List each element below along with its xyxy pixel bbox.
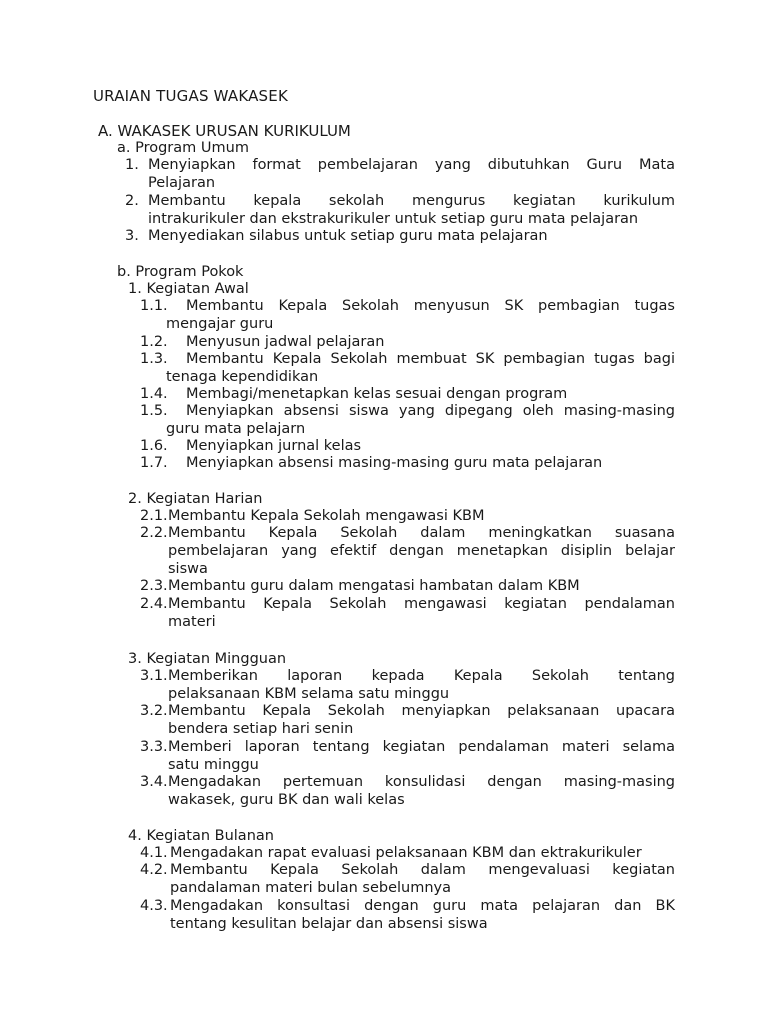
list-item-number: 4.2. <box>140 862 168 878</box>
list-item-text: Pelajaran <box>148 174 216 191</box>
list-item-text: Membantu Kepala Sekolah dalam mengevaluasi kegiatan <box>170 862 675 878</box>
list-item-text: Membantu Kepala Sekolah membuat SK pembagian tugas bagi <box>186 351 675 367</box>
list-item <box>148 193 675 228</box>
list-item <box>168 739 675 757</box>
list-item-number: 2.4. <box>140 596 168 612</box>
list-item-text: Menyiapkan absensi masing-masing guru mata pelajaran <box>186 455 603 471</box>
list-item-text: Menyediakan silabus untuk setiap guru mata pelajaran <box>148 228 548 244</box>
list-item <box>168 703 675 721</box>
program-pokok-label: b. Program Pokok <box>117 264 244 280</box>
list-item-text: Membantu Kepala Sekolah dalam meningkatkan suasana <box>168 525 675 541</box>
list-item-text: Menyiapkan jurnal kelas <box>186 438 362 454</box>
list-item-text: Membantu Kepala Sekolah menyusun SK pembagian tugas <box>186 298 675 314</box>
list-item-text: mengajar guru <box>166 316 274 332</box>
list-item-text: Membantu kepala sekolah mengurus kegiatan kurikulum <box>148 193 675 209</box>
list-item-text: Menyiapkan format pembelajaran yang dibutuhkan Guru Mata <box>148 157 675 173</box>
group-label: 4. Kegiatan Bulanan <box>128 828 274 844</box>
list-item-number: 1.4. <box>140 386 168 402</box>
list-item-text: Menyiapkan absensi siswa yang dipegang oleh masing-masing <box>186 403 675 419</box>
list-item-text: satu minggu <box>168 757 259 773</box>
list-item-text: pembelajaran yang efektif dengan menetapkan disiplin belajar <box>168 543 675 559</box>
list-item-number: 1.5. <box>140 403 168 419</box>
list-item-number: 3.1. <box>140 668 168 684</box>
list-item-number: 4.3. <box>140 898 168 914</box>
list-item-number: 3.2. <box>140 703 168 719</box>
list-item-number: 1.6. <box>140 438 168 454</box>
list-item-text: tenaga kependidikan <box>166 369 319 385</box>
list-item-text: Memberikan laporan kepada Kepala Sekolah tentang <box>168 668 675 684</box>
list-item-number: 1. <box>125 157 139 173</box>
list-item-text: Membantu Kepala Sekolah mengawasi KBM <box>168 508 485 524</box>
list-item <box>168 596 675 614</box>
list-item-text: intrakurikuler dan ekstrakurikuler untuk setiap guru mata pelajaran <box>148 210 639 227</box>
list-item <box>168 774 675 792</box>
list-item <box>186 298 675 316</box>
list-item-text: tentang kesulitan belajar dan absensi siswa <box>170 916 488 932</box>
list-item <box>168 668 675 686</box>
group-label: 3. Kegiatan Mingguan <box>128 651 287 667</box>
list-item-text: guru mata pelajarn <box>166 421 306 437</box>
group-label: 1. Kegiatan Awal <box>128 281 249 297</box>
list-item-number: 3.4. <box>140 774 168 790</box>
list-item <box>168 543 675 561</box>
list-item <box>168 525 675 543</box>
list-item-number: 3. <box>125 228 139 244</box>
list-item-text: Membagi/menetapkan kelas sesuai dengan program <box>186 386 568 402</box>
list-item-text: pelaksanaan KBM selama satu minggu <box>168 686 450 702</box>
group-label: 2. Kegiatan Harian <box>128 491 263 507</box>
list-item-number: 1.3. <box>140 351 168 367</box>
list-item-number: 2.2. <box>140 525 168 541</box>
list-item-text: Membantu Kepala Sekolah mengawasi kegiatan pendalaman <box>168 596 675 612</box>
list-item <box>148 157 675 192</box>
list-item-number: 2.3. <box>140 578 168 594</box>
list-item-text: Mengadakan pertemuan konsulidasi dengan masing-masing <box>168 774 675 790</box>
section-a-heading: A. WAKASEK URUSAN KURIKULUM <box>98 122 351 140</box>
list-item-text: Menyusun jadwal pelajaran <box>186 334 385 350</box>
list-item-text: pandalaman materi bulan sebelumnya <box>170 880 452 896</box>
list-item-number: 2.1. <box>140 508 168 524</box>
list-item <box>186 403 675 421</box>
list-item-number: 1.1. <box>140 298 168 314</box>
list-item-text: Mengadakan rapat evaluasi pelaksanaan KBM dan ektrakurikuler <box>170 845 642 861</box>
list-item <box>186 351 675 369</box>
list-item-text: materi <box>168 614 216 630</box>
doc-title: URAIAN TUGAS WAKASEK <box>93 87 288 105</box>
list-item-number: 3.3. <box>140 739 168 755</box>
list-item-text: Memberi laporan tentang kegiatan pendalaman materi selama <box>168 739 675 755</box>
list-item-text: Mengadakan konsultasi dengan guru mata pelajaran dan BK <box>170 898 675 914</box>
list-item-text: bendera setiap hari senin <box>168 721 354 737</box>
list-item-number: 2. <box>125 193 139 209</box>
program-umum-label: a. Program Umum <box>117 140 249 156</box>
list-item-text: siswa <box>168 561 208 577</box>
list-item-text: Membantu Kepala Sekolah menyiapkan pelaksanaan upacara <box>168 703 675 719</box>
list-item <box>170 898 675 916</box>
list-item-text: Membantu guru dalam mengatasi hambatan dalam KBM <box>168 578 580 594</box>
list-item-text: wakasek, guru BK dan wali kelas <box>168 792 405 808</box>
list-item-number: 1.2. <box>140 334 168 350</box>
list-item-number: 4.1. <box>140 845 168 861</box>
list-item-number: 1.7. <box>140 455 168 471</box>
list-item <box>170 862 675 880</box>
